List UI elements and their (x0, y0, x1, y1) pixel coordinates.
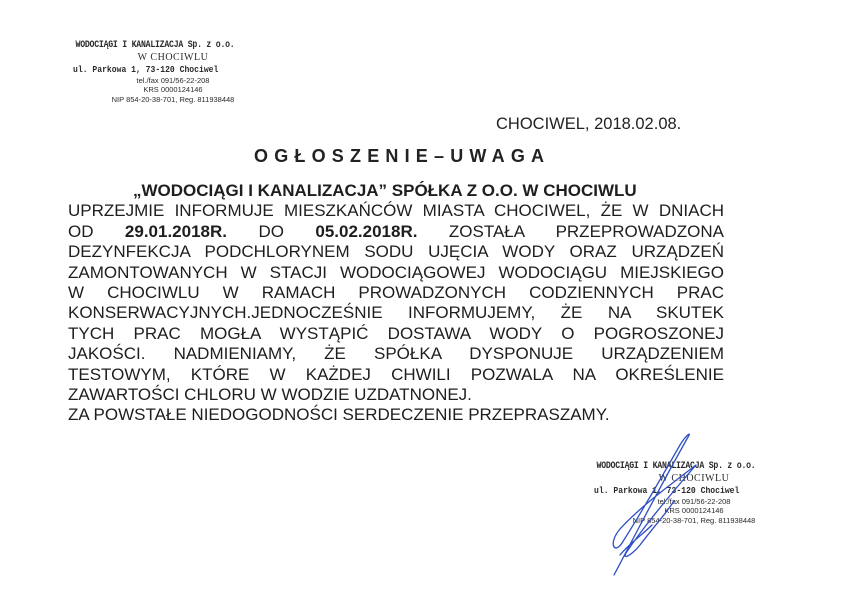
body-line: TYCH PRAC MOGŁA WYSTĄPIĆ DOSTAWA WODY O POGROSZONEJ (68, 323, 724, 343)
stamp-nip: NIP 854-20-38-701, Reg. 811938448 (111, 94, 235, 104)
place-date: CHOCIWEL, 2018.02.08. (496, 115, 682, 133)
word: PRZEPROWADZONA (555, 221, 724, 241)
body-line: DEZYNFEKCJA PODCHLORYNEM SODU UJĘCIA WODY ORAZ URZĄDZEŃ (68, 242, 724, 262)
date-to: 05.02.2018R. (315, 221, 418, 241)
stamp-phone: tel./fax 091/56-22-208 (657, 496, 731, 506)
stamp-krs: KRS 0000124146 (664, 506, 724, 515)
date-from: 29.01.2018R. (124, 221, 228, 241)
document-title: OGŁOSZENIE–UWAGA (254, 146, 551, 166)
company-stamp-top (73, 41, 273, 103)
body-line: TESTOWYM, KTÓRE W KAŻDEJ CHWILI POZWALA NA OKREŚLENIE (68, 364, 724, 384)
announcement-body (68, 181, 724, 426)
body-line: W CHOCIWLU W RAMACH PROWADZONYCH CODZIENNYCH PRAC (68, 282, 724, 302)
stamp-phone: tel./fax 091/56-22-208 (136, 75, 210, 85)
body-line: KONSERWACYJNYCH.JEDNOCZEŚNIE INFORMUJEMY, ŻE NA SKUTEK (68, 303, 724, 323)
stamp-nip: NIP 854-20-38-701, Reg. 811938448 (632, 515, 756, 525)
body-line: UPRZEJMIE INFORMUJE MIESZKAŃCÓW MIASTA CHOCIWEL, ŻE W DNIACH (68, 201, 724, 221)
body-line-dates (68, 222, 724, 242)
word: ZOSTAŁA (448, 221, 525, 241)
word: OD (68, 221, 94, 241)
stamp-address: ul. Parkowa 1, 73-120 Chociwel (594, 485, 740, 496)
stamp-krs: KRS 0000124146 (143, 85, 203, 94)
stamp-address: ul. Parkowa 1, 73-120 Chociwel (73, 64, 219, 75)
stamp-city: W CHOCIWLU (658, 473, 730, 484)
body-line: „WODOCIĄGI I KANALIZACJA” SPÓŁKA Z O.O. W CHOCIWLU (133, 181, 637, 200)
body-line: JAKOŚCI. NADMIENIAMY, ŻE SPÓŁKA DYSPONUJE URZĄDZENIEM (68, 344, 724, 364)
stamp-city: W CHOCIWLU (137, 52, 209, 63)
body-line: ZAMONTOWANYCH W STACJI WODOCIĄGOWEJ WODOCIĄGU MIEJSKIEGO (68, 262, 724, 282)
stamp-company-name: WODOCIĄGI I KANALIZACJA Sp. z o.o. (596, 461, 756, 472)
word: DO (258, 221, 284, 241)
body-line: ZAWARTOŚCI CHLORU W WODZIE UZDATNONEJ. (68, 384, 472, 404)
signature-icon (600, 425, 710, 585)
body-line: ZA POWSTAŁE NIEDOGODNOŚCI SERDECZENIE PRZEPRASZAMY. (68, 405, 610, 425)
stamp-company-name: WODOCIĄGI I KANALIZACJA Sp. z o.o. (75, 40, 235, 51)
